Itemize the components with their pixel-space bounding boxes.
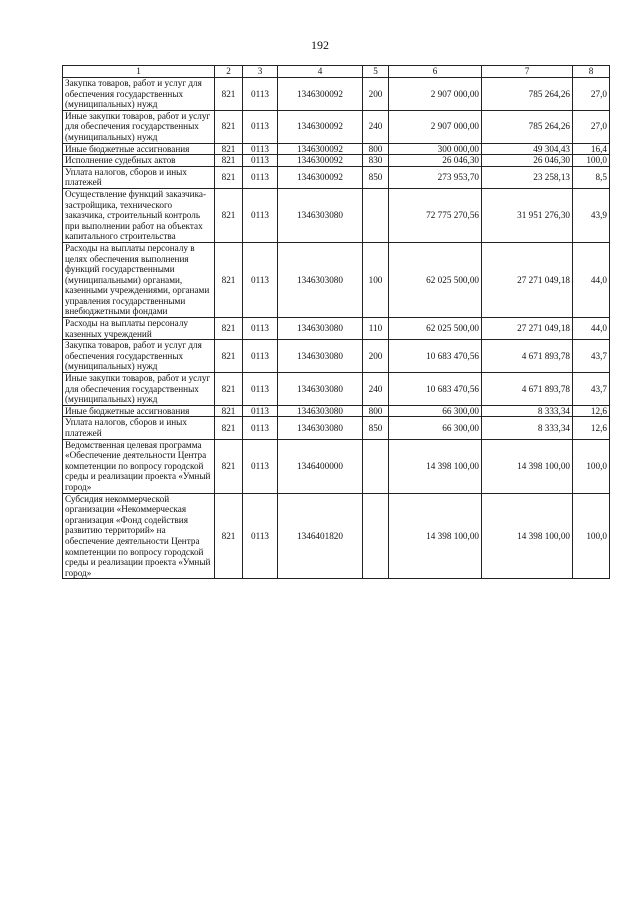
cell-target: 1346300092 (278, 78, 363, 111)
cell-name: Иные закупки товаров, работ и услуг для обеспечения государственных (муниципальных) нужд (63, 373, 215, 406)
cell-name: Расходы на выплаты персоналу казенных учреждений (63, 318, 215, 340)
cell-type: 100 (363, 242, 389, 317)
cell-name: Закупка товаров, работ и услуг для обеспечения государственных (муниципальных) нужд (63, 78, 215, 111)
cell-section: 0113 (243, 373, 278, 406)
table-row (63, 188, 610, 242)
cell-ministry: 821 (215, 143, 243, 155)
cell-actual: 785 264,26 (482, 110, 573, 143)
cell-plan: 14 398 100,00 (389, 439, 482, 493)
cell-percent: 16,4 (573, 143, 610, 155)
cell-ministry: 821 (215, 417, 243, 439)
cell-ministry: 821 (215, 188, 243, 242)
cell-ministry: 821 (215, 318, 243, 340)
cell-plan: 10 683 470,56 (389, 340, 482, 373)
cell-percent: 8,5 (573, 166, 610, 188)
cell-percent: 44,0 (573, 242, 610, 317)
column-header-8: 8 (573, 66, 610, 78)
cell-section: 0113 (243, 188, 278, 242)
cell-name: Иные закупки товаров, работ и услуг для обеспечения государственных (муниципальных) нужд (63, 110, 215, 143)
cell-actual: 27 271 049,18 (482, 242, 573, 317)
table-row (63, 318, 610, 340)
cell-section: 0113 (243, 340, 278, 373)
cell-percent: 12,6 (573, 405, 610, 417)
cell-type: 830 (363, 155, 389, 167)
cell-type: 200 (363, 340, 389, 373)
cell-actual: 23 258,13 (482, 166, 573, 188)
cell-actual: 785 264,26 (482, 78, 573, 111)
table-row (63, 110, 610, 143)
table-row (63, 340, 610, 373)
cell-type (363, 493, 389, 579)
cell-actual: 4 671 893,78 (482, 373, 573, 406)
cell-target: 1346400000 (278, 439, 363, 493)
cell-target: 1346303080 (278, 188, 363, 242)
cell-percent: 27,0 (573, 78, 610, 111)
cell-section: 0113 (243, 417, 278, 439)
cell-name: Расходы на выплаты персоналу в целях обеспечения выполнения функций государственными (муниципальными) органами, казенными учреждениями, органами управления государственными внебюджетными фондами (63, 242, 215, 317)
cell-percent: 43,7 (573, 373, 610, 406)
column-header-3: 3 (243, 66, 278, 78)
table-row (63, 166, 610, 188)
column-header-2: 2 (215, 66, 243, 78)
cell-ministry: 821 (215, 340, 243, 373)
table-row (63, 417, 610, 439)
table-row (63, 405, 610, 417)
cell-plan: 273 953,70 (389, 166, 482, 188)
cell-target: 1346303080 (278, 318, 363, 340)
cell-plan: 300 000,00 (389, 143, 482, 155)
cell-plan: 66 300,00 (389, 417, 482, 439)
budget-table (62, 65, 610, 579)
cell-target: 1346401820 (278, 493, 363, 579)
cell-actual: 4 671 893,78 (482, 340, 573, 373)
cell-section: 0113 (243, 242, 278, 317)
cell-percent: 100,0 (573, 493, 610, 579)
cell-plan: 26 046,30 (389, 155, 482, 167)
cell-name: Уплата налогов, сборов и иных платежей (63, 417, 215, 439)
cell-plan: 2 907 000,00 (389, 78, 482, 111)
cell-type (363, 188, 389, 242)
cell-type: 240 (363, 110, 389, 143)
cell-name: Субсидия некоммерческой организации «Некоммерческая организация «Фонд содействия развитию территорий» на обеспечение деятельности Центра компетенции по вопросу городской среды и реализации проекта «Умный город» (63, 493, 215, 579)
cell-percent: 43,9 (573, 188, 610, 242)
cell-ministry: 821 (215, 155, 243, 167)
cell-section: 0113 (243, 155, 278, 167)
cell-percent: 44,0 (573, 318, 610, 340)
table-body (63, 78, 610, 579)
cell-target: 1346303080 (278, 405, 363, 417)
table-row (63, 143, 610, 155)
cell-type: 240 (363, 373, 389, 406)
cell-actual: 26 046,30 (482, 155, 573, 167)
cell-type: 850 (363, 417, 389, 439)
cell-name: Осуществление функций заказчика-застройщика, технического заказчика, строительный контроль при выполнении работ на объектах капитального строительства (63, 188, 215, 242)
column-header-5: 5 (363, 66, 389, 78)
cell-ministry: 821 (215, 439, 243, 493)
cell-target: 1346300092 (278, 143, 363, 155)
cell-target: 1346303080 (278, 417, 363, 439)
cell-name: Иные бюджетные ассигнования (63, 405, 215, 417)
cell-section: 0113 (243, 110, 278, 143)
cell-name: Уплата налогов, сборов и иных платежей (63, 166, 215, 188)
column-header-4: 4 (278, 66, 363, 78)
cell-actual: 8 333,34 (482, 417, 573, 439)
cell-percent: 27,0 (573, 110, 610, 143)
cell-type: 200 (363, 78, 389, 111)
cell-section: 0113 (243, 493, 278, 579)
cell-actual: 49 304,43 (482, 143, 573, 155)
cell-section: 0113 (243, 439, 278, 493)
page-number: 192 (311, 38, 329, 52)
cell-target: 1346303080 (278, 242, 363, 317)
cell-name: Ведомственная целевая программа «Обеспечение деятельности Центра компетенции по вопросу городской среды и реализации проекта «Умный город» (63, 439, 215, 493)
cell-actual: 14 398 100,00 (482, 493, 573, 579)
cell-section: 0113 (243, 318, 278, 340)
cell-actual: 27 271 049,18 (482, 318, 573, 340)
table-row (63, 493, 610, 579)
cell-plan: 72 775 270,56 (389, 188, 482, 242)
cell-actual: 31 951 276,30 (482, 188, 573, 242)
cell-plan: 62 025 500,00 (389, 242, 482, 317)
cell-actual: 14 398 100,00 (482, 439, 573, 493)
table-header-row (63, 66, 610, 78)
column-header-1: 1 (63, 66, 215, 78)
column-header-7: 7 (482, 66, 573, 78)
cell-plan: 62 025 500,00 (389, 318, 482, 340)
cell-plan: 10 683 470,56 (389, 373, 482, 406)
cell-section: 0113 (243, 166, 278, 188)
cell-target: 1346303080 (278, 340, 363, 373)
cell-type: 110 (363, 318, 389, 340)
cell-plan: 2 907 000,00 (389, 110, 482, 143)
cell-percent: 100,0 (573, 439, 610, 493)
cell-ministry: 821 (215, 166, 243, 188)
cell-target: 1346300092 (278, 166, 363, 188)
cell-ministry: 821 (215, 242, 243, 317)
cell-percent: 100,0 (573, 155, 610, 167)
cell-name: Закупка товаров, работ и услуг для обеспечения государственных (муниципальных) нужд (63, 340, 215, 373)
table-row (63, 439, 610, 493)
cell-target: 1346300092 (278, 110, 363, 143)
cell-percent: 12,6 (573, 417, 610, 439)
cell-plan: 66 300,00 (389, 405, 482, 417)
cell-name: Исполнение судебных актов (63, 155, 215, 167)
cell-type: 850 (363, 166, 389, 188)
table-row (63, 78, 610, 111)
cell-ministry: 821 (215, 405, 243, 417)
cell-ministry: 821 (215, 493, 243, 579)
cell-percent: 43,7 (573, 340, 610, 373)
cell-actual: 8 333,34 (482, 405, 573, 417)
cell-section: 0113 (243, 143, 278, 155)
cell-type: 800 (363, 143, 389, 155)
table-row (63, 155, 610, 167)
table-row (63, 373, 610, 406)
cell-ministry: 821 (215, 373, 243, 406)
cell-target: 1346300092 (278, 155, 363, 167)
table-row (63, 242, 610, 317)
cell-name: Иные бюджетные ассигнования (63, 143, 215, 155)
cell-target: 1346303080 (278, 373, 363, 406)
cell-section: 0113 (243, 78, 278, 111)
cell-plan: 14 398 100,00 (389, 493, 482, 579)
cell-type: 800 (363, 405, 389, 417)
column-header-6: 6 (389, 66, 482, 78)
cell-type (363, 439, 389, 493)
cell-ministry: 821 (215, 110, 243, 143)
cell-ministry: 821 (215, 78, 243, 111)
cell-section: 0113 (243, 405, 278, 417)
